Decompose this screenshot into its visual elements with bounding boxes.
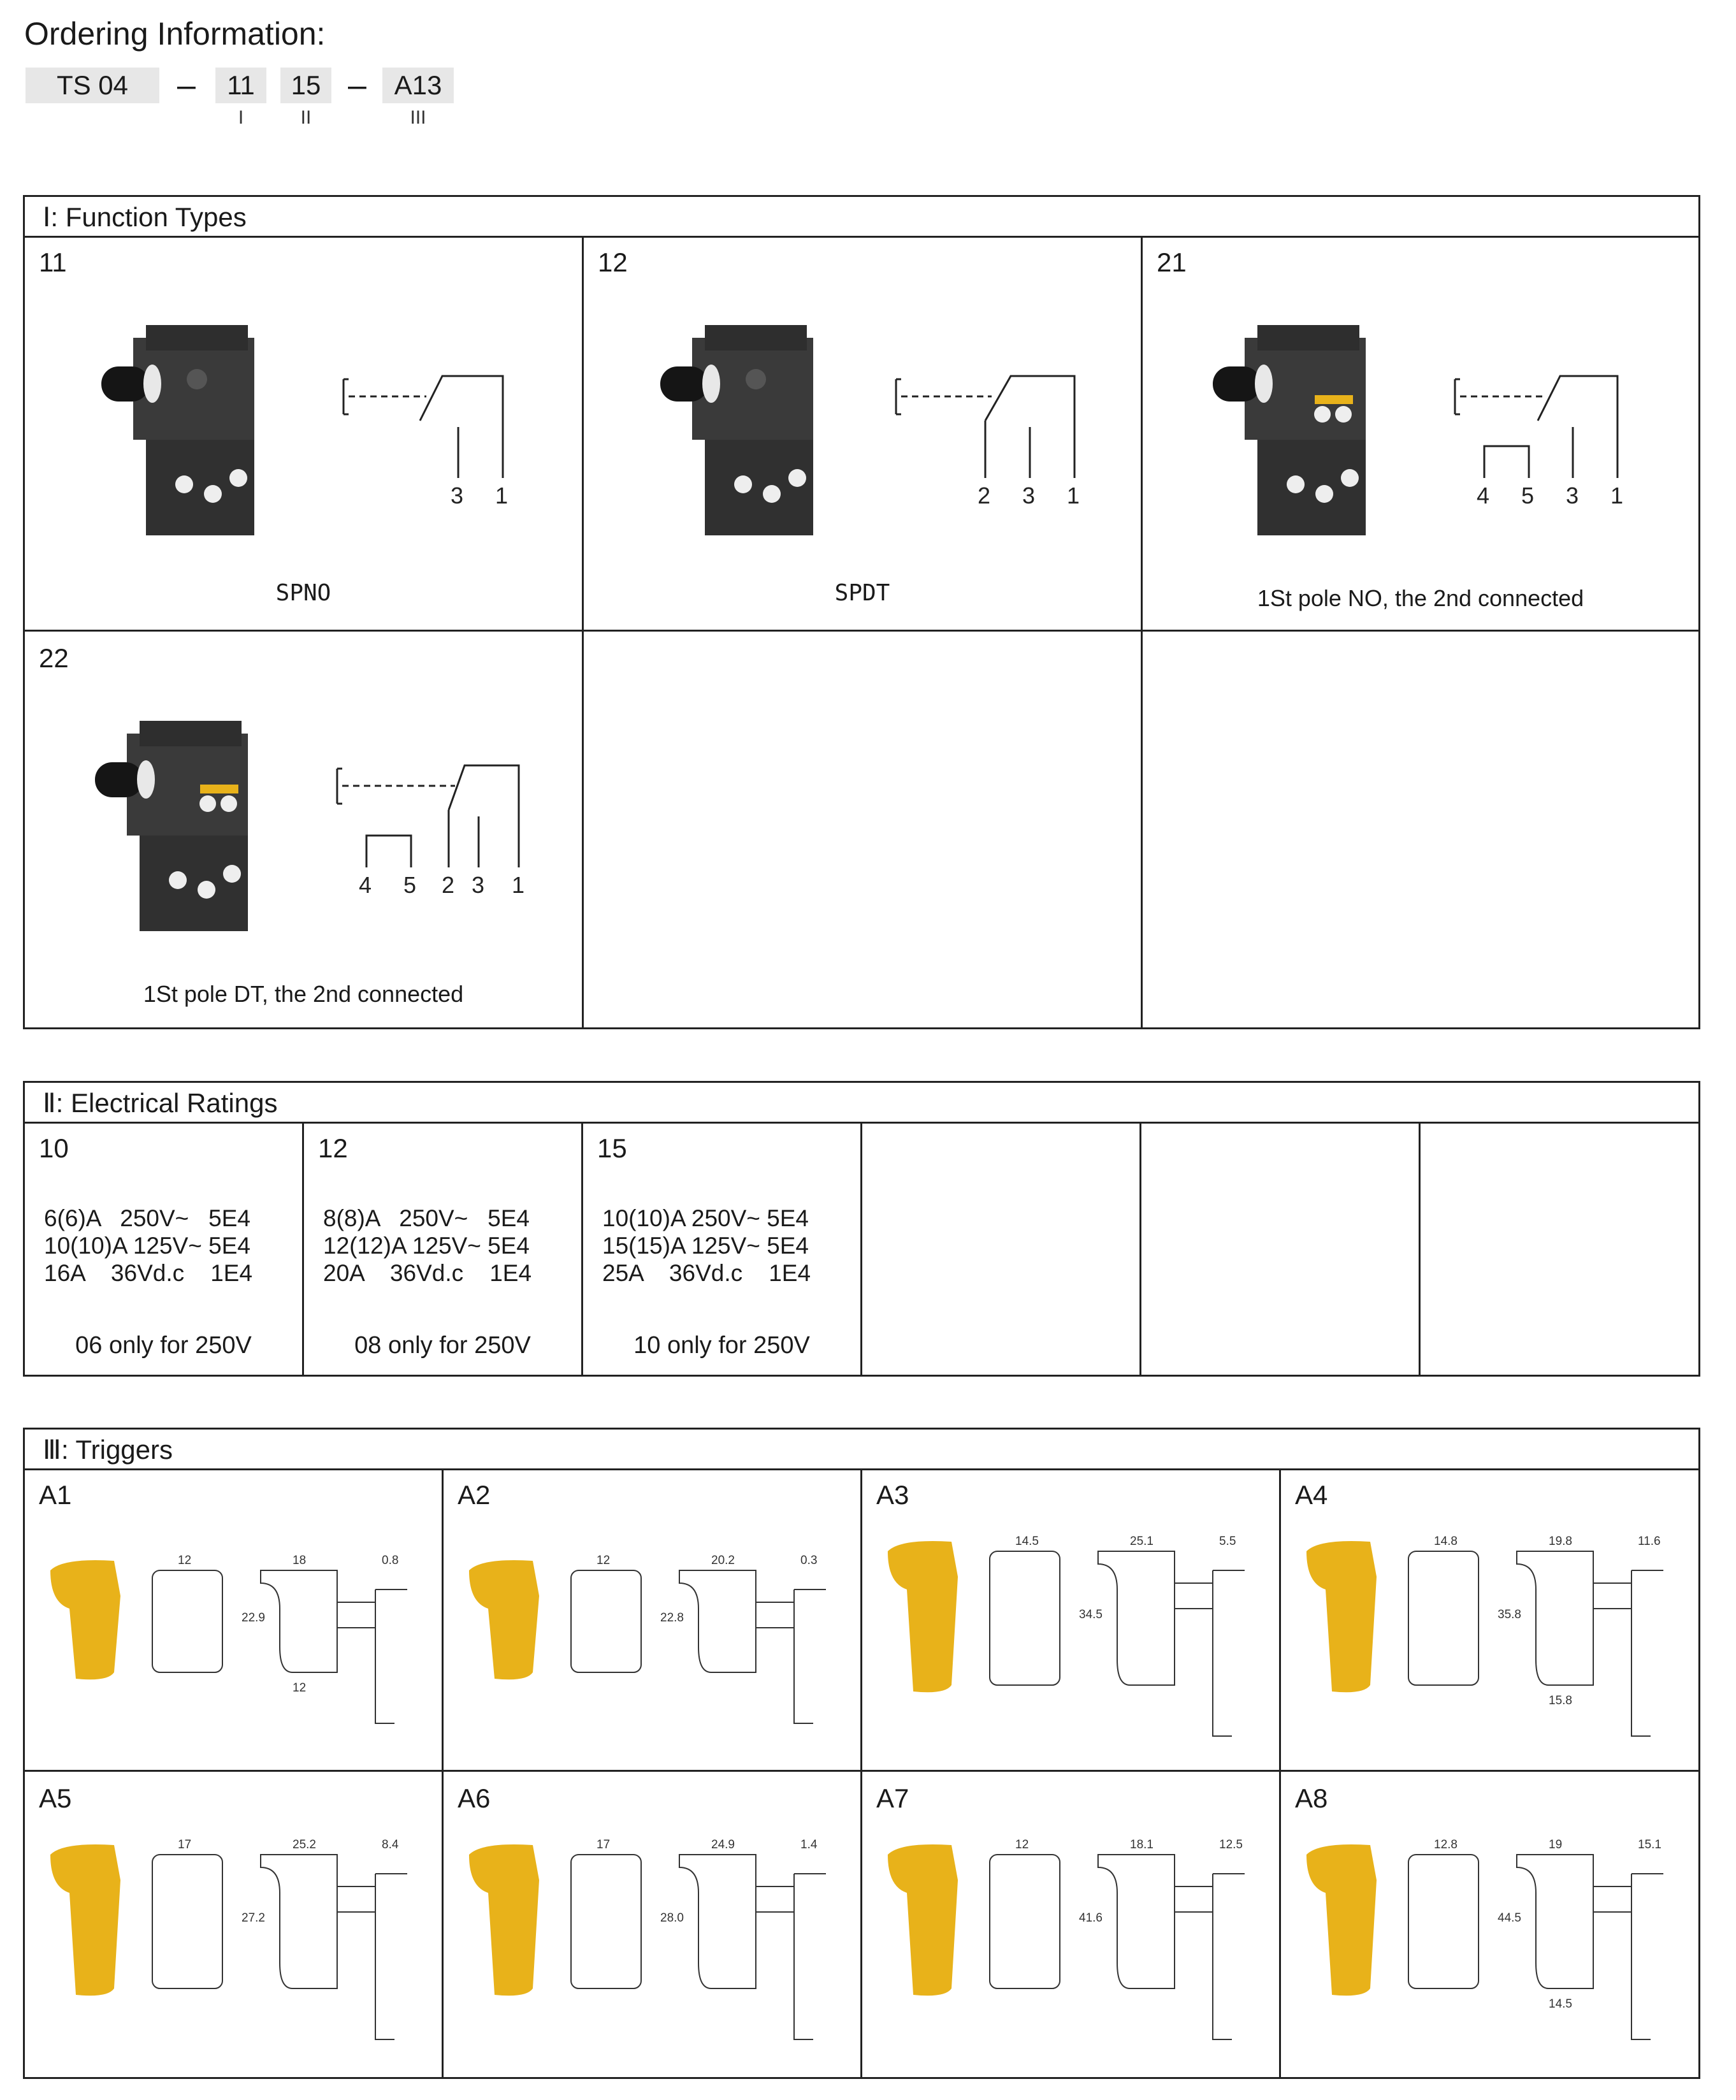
trigger-body-image [1306,1844,1377,1995]
trigger-code: A8 [1295,1783,1328,1813]
code-rating: 15 [280,68,331,103]
section-heading: Ⅲ: Triggers [25,1430,1698,1470]
function-type-11 [25,236,584,632]
empty-cell [1143,632,1698,1027]
section-heading: Ⅱ: Electrical Ratings [25,1083,1698,1124]
code-separator: – [177,67,196,104]
dimension-label: 18.1 [1130,1838,1154,1851]
trigger-body-image [888,1844,958,1995]
rating-note: 10 only for 250V [633,1332,810,1359]
dimension-label: 19 [1549,1838,1563,1851]
pin-label: 3 [1566,482,1579,509]
function-type-21 [1143,236,1698,632]
trigger-a2 [444,1468,862,1772]
trigger-drawing [1294,1816,1689,2084]
rating-15 [583,1122,862,1375]
rating-line: 16A 36Vd.c 1E4 [44,1260,253,1286]
function-code: 21 [1157,247,1187,277]
rating-note: 08 only for 250V [354,1332,531,1359]
trigger-a8 [1281,1772,1698,2077]
trigger-side-profile [679,1570,756,1672]
trigger-front-outline [152,1855,222,1988]
roman-1: I [238,107,244,128]
switch-image [101,325,331,542]
dimension-label: 22.8 [660,1611,684,1625]
roman-3: III [410,107,426,128]
trigger-drawing [38,1816,433,2084]
dimension-label: 8.4 [382,1838,399,1851]
dimension-label: 27.2 [242,1911,265,1925]
dimension-label: 14.8 [1434,1535,1458,1548]
dimension-label: 35.8 [1498,1608,1521,1621]
pin-label: 3 [1022,482,1036,509]
trigger-front-outline [571,1855,641,1988]
dimension-label: 28.0 [660,1911,684,1925]
rating-line: 10(10)A 250V~ 5E4 [602,1205,809,1231]
trigger-mount-stem [1593,1570,1663,1736]
code-trigger: A13 [382,68,454,103]
rating-line: 10(10)A 125V~ 5E4 [44,1233,251,1259]
function-type-12 [584,236,1143,632]
trigger-body-image [1306,1541,1377,1692]
electrical-ratings-section [23,1081,1700,1377]
dimension-label: 12 [178,1554,192,1567]
pin-label: 4 [1477,482,1490,509]
dimension-label: 44.5 [1498,1911,1521,1925]
dimension-label: 11.6 [1638,1535,1661,1548]
rating-code: 12 [318,1133,348,1163]
pin-label: 2 [978,482,991,509]
trigger-front-outline [152,1570,222,1672]
circuit-diagram [871,351,1094,516]
trigger-mount-stem [1593,1874,1663,2039]
section-heading: Ⅰ: Function Types [25,197,1698,238]
trigger-body-image [469,1844,539,1995]
function-type-22 [25,632,584,1027]
dimension-label: 15.8 [1549,1694,1572,1707]
function-types-section [23,195,1700,1029]
empty-cell [862,1122,1141,1375]
trigger-code: A1 [39,1480,72,1510]
trigger-a7 [862,1772,1281,2077]
dimension-label: 1.4 [800,1838,818,1851]
dimension-label: 14.5 [1015,1535,1039,1548]
circuit-diagram [1442,351,1672,516]
pin-label: 1 [512,872,525,898]
page-title: Ordering Information: [24,16,326,52]
rating-line: 8(8)A 250V~ 5E4 [323,1205,530,1231]
trigger-code: A6 [458,1783,491,1813]
rating-lines [323,1205,532,1287]
trigger-side-profile [1517,1551,1593,1685]
circuit-diagram [318,351,522,516]
dimension-label: 24.9 [711,1838,735,1851]
trigger-body-image [888,1541,958,1692]
trigger-front-outline [990,1855,1060,1988]
rating-12 [304,1122,583,1375]
trigger-drawing [1294,1513,1689,1781]
dimension-label: 25.1 [1130,1535,1154,1548]
trigger-mount-stem [756,1874,826,2039]
code-function: 11 [215,68,266,103]
dimension-label: 0.3 [800,1554,818,1567]
trigger-drawing [456,1513,851,1781]
empty-cell [1141,1122,1421,1375]
trigger-a4 [1281,1468,1698,1772]
dimension-label: 12.5 [1219,1838,1243,1851]
code-separator: – [348,67,366,104]
pin-label: 4 [359,872,372,898]
triggers-section [23,1428,1700,2079]
switch-image [95,721,324,938]
dimension-label: 12.8 [1434,1838,1458,1851]
function-code: 11 [39,247,67,277]
trigger-drawing [38,1513,433,1781]
empty-cell [584,632,1143,1027]
trigger-code: A5 [39,1783,72,1813]
trigger-drawing [456,1816,851,2084]
trigger-mount-stem [1175,1874,1245,2039]
trigger-mount-stem [756,1589,826,1723]
rating-code: 10 [39,1133,69,1163]
pin-label: 1 [1610,482,1624,509]
dimension-label: 20.2 [711,1554,735,1567]
trigger-side-profile [679,1855,756,1988]
trigger-side-profile [1098,1551,1175,1685]
trigger-a6 [444,1772,862,2077]
rating-line: 15(15)A 125V~ 5E4 [602,1233,809,1259]
dimension-label: 41.6 [1079,1911,1103,1925]
rating-code: 15 [597,1133,627,1163]
dimension-label: 19.8 [1549,1535,1572,1548]
trigger-code: A3 [876,1480,909,1510]
switch-image [660,325,890,542]
trigger-mount-stem [337,1589,407,1723]
dimension-label: 25.2 [293,1838,316,1851]
rating-line: 6(6)A 250V~ 5E4 [44,1205,250,1231]
trigger-a3 [862,1468,1281,1772]
pin-label: 5 [1521,482,1535,509]
dimension-label: 18 [293,1554,307,1567]
dimension-label: 22.9 [242,1611,265,1625]
trigger-code: A2 [458,1480,491,1510]
switch-image [1213,325,1442,542]
pin-label: 5 [403,872,417,898]
dimension-label: 17 [597,1838,611,1851]
trigger-code: A4 [1295,1480,1328,1510]
function-code: 22 [39,643,69,673]
pin-label: 3 [451,482,464,509]
circuit-diagram [324,740,567,906]
dimension-label: 17 [178,1838,192,1851]
trigger-mount-stem [1175,1570,1245,1736]
pin-label: 1 [1067,482,1080,509]
rating-line: 20A 36Vd.c 1E4 [323,1260,532,1286]
rating-note: 06 only for 250V [75,1332,252,1359]
pin-label: 1 [495,482,509,509]
dimension-label: 12 [597,1554,611,1567]
trigger-body-image [50,1560,120,1679]
rating-line: 25A 36Vd.c 1E4 [602,1260,811,1286]
function-label: 1St pole DT, the 2nd connected [143,981,464,1007]
trigger-front-outline [571,1570,641,1672]
roman-2: II [300,107,312,128]
function-label: SPNO [275,580,331,606]
pin-label: 3 [472,872,485,898]
rating-10 [25,1122,304,1375]
trigger-a5 [25,1772,444,2077]
trigger-side-profile [261,1855,337,1988]
pin-label: 2 [442,872,455,898]
trigger-body-image [50,1844,120,1995]
rating-lines [602,1205,811,1287]
dimension-label: 34.5 [1079,1608,1103,1621]
trigger-side-profile [1517,1855,1593,1988]
dimension-label: 14.5 [1549,1997,1572,2011]
function-code: 12 [598,247,628,277]
rating-line: 12(12)A 125V~ 5E4 [323,1233,530,1259]
empty-cell [1421,1122,1698,1375]
trigger-side-profile [261,1570,337,1672]
trigger-code: A7 [876,1783,909,1813]
trigger-a1 [25,1468,444,1772]
dimension-label: 15.1 [1638,1838,1661,1851]
rating-lines [44,1205,252,1287]
trigger-body-image [469,1560,539,1679]
trigger-front-outline [1408,1855,1479,1988]
trigger-front-outline [1408,1551,1479,1685]
trigger-front-outline [990,1551,1060,1685]
trigger-mount-stem [337,1874,407,2039]
dimension-label: 5.5 [1219,1535,1236,1548]
dimension-label: 12 [293,1681,307,1695]
function-label: SPDT [834,580,890,606]
trigger-drawing [875,1513,1270,1781]
trigger-side-profile [1098,1855,1175,1988]
dimension-label: 0.8 [382,1554,399,1567]
trigger-drawing [875,1816,1270,2084]
dimension-label: 12 [1015,1838,1029,1851]
code-series: TS 04 [25,68,159,103]
function-label: 1St pole NO, the 2nd connected [1257,585,1584,611]
